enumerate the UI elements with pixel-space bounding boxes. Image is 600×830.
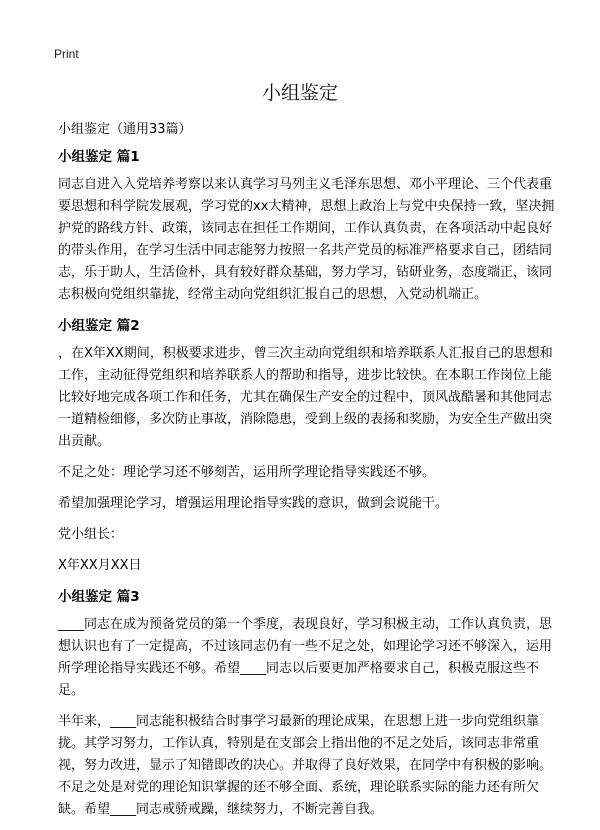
section1-paragraph: 同志自进入入党培养考察以来认真学习马列主义毛泽东思想、邓小平理论、三个代表重要思想和科学院发展观，学习党的xx大精神，思想上政治上与党中央保持一致，坚决拥护党的路线方针、政策，该同志在担任工作期间，工作认真负责，在各项活动中起良好的带头作用，在学习生活中同志能努力按照一名共产党员的标准严格要求自己，团结同志，乐于助人，生活俭朴，具有较好群众基础，努力学习，钻研业务，态度端正，该同志积极向党组织靠拢，经常主动向党组织汇报自己的思想，入党动机端正。 bbox=[58, 177, 555, 302]
document-subtitle: 小组鉴定（通用33篇） bbox=[58, 122, 192, 137]
section2-paragraph-2: 不足之处：理论学习还不够刻苦，运用所学理论指导实践还不够。 bbox=[58, 465, 436, 480]
section-heading-3: 小组鉴定 篇3 bbox=[58, 589, 140, 605]
section-heading-2: 小组鉴定 篇2 bbox=[58, 318, 140, 334]
section2-signature-label: 党小组长： bbox=[58, 527, 124, 542]
page-title: 小组鉴定 bbox=[261, 82, 338, 104]
section2-paragraph-1: ，在X年XX期间，积极要求进步，曾三次主动向党组织和培养联系人汇报自己的思想和工作，主动征得党组织和培养联系人的帮助和指导，进步比较快。在本职工作岗位上能比较好地完成各项工作和任务，尤其在确保生产安全的过程中，顶风战酷暑和其他同志一道精检细修，多次防止事故，消除隐患，受到上级的表扬和奖励，为安全生产做出突出贡献。 bbox=[58, 346, 553, 449]
section-heading-1: 小组鉴定 篇1 bbox=[58, 149, 140, 165]
section3-paragraph-1: ____同志在成为预备党员的第一个季度，表现良好，学习积极主动，工作认真负责，思想认识也有了一定提高，不过该同志仍有一些不足之处，如理论学习还不够深入，运用所学理论指导实践还不够。希望____同志以后要更加严格要求自己，积极克服这些不足。 bbox=[58, 617, 553, 698]
print-label[interactable]: Print bbox=[54, 47, 79, 61]
document-body bbox=[58, 118, 558, 830]
section2-paragraph-3: 希望加强理论学习，增强运用理论指导实践的意识，做到会说能干。 bbox=[58, 496, 449, 511]
section2-date: X年XX月XX日 bbox=[58, 558, 142, 573]
section3-paragraph-2: 半年来，____同志能积极结合时事学习最新的理论成果，在思想上进一步向党组织靠拢。其学习努力，工作认真，特别是在支部会上指出他的不足之处后，该同志非常重视，努力改进，显示了知错即改的决心。并取得了良好效果，在同学中有积极的影响。不足之处是对党的理论知识掌握的还不够全面、系统，理论联系实际的能力还有所欠缺。希望____同志戒骄戒躁，继续努力，不断完善自我。 bbox=[58, 714, 553, 817]
